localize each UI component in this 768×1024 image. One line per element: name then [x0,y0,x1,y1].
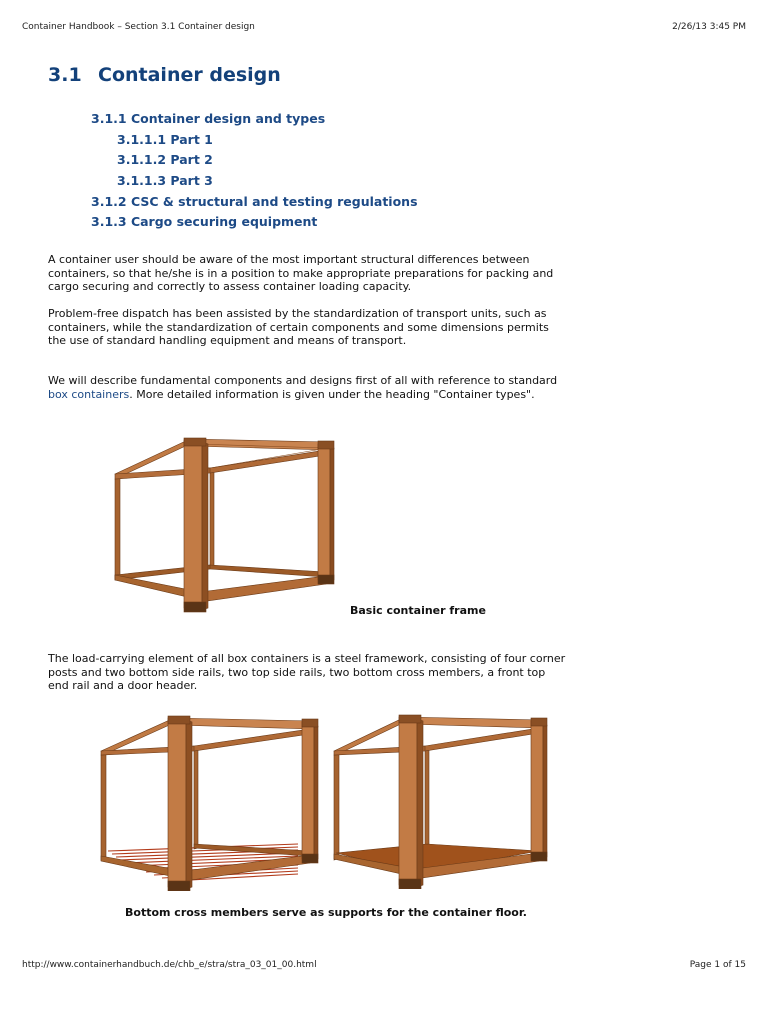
toc-link-3-1-3[interactable]: 3.1.3 Cargo securing equipment [91,214,318,230]
toc-item-3-1-3 [91,211,418,232]
print-footer-page: Page 1 of 15 [689,960,746,970]
toc-link-3-1-1-2[interactable]: 3.1.1.2 Part 2 [117,152,213,168]
toc-link-3-1-1-1[interactable]: 3.1.1.1 Part 1 [117,131,213,147]
paragraph-fundamental-components [48,374,568,401]
print-footer [22,960,746,974]
paragraph-text-before-link: We will describe fundamental components and designs first of all with reference to standard [48,374,558,387]
toc-item-3-1-1-2 [91,149,418,170]
toc-item-3-1-1 [91,108,418,129]
paragraph-text-after-link: . More detailed information is given under the heading "Container types". [129,387,535,401]
paragraph-load-carrying-element: The load-carrying element of all box containers is a steel framework, consisting of four corner posts and two bottom side rails, two top side rails, two bottom cross members, a front top end rail and a door header. [48,652,566,693]
toc-item-3-1-2 [91,191,418,212]
caption-bottom-cross-members: Bottom cross members serve as supports for the container floor. [125,906,527,919]
page-title-text: Container design [98,64,281,86]
caption-basic-container-frame: Basic container frame [350,604,486,617]
toc-link-3-1-1-3[interactable]: 3.1.1.3 Part 3 [117,173,213,189]
container-frame-with-floor-image [331,713,549,889]
print-header-date: 2/26/13 3:45 PM [672,22,746,32]
toc-item-3-1-1-1 [91,129,418,150]
table-of-contents [91,108,418,232]
paragraph-standardization: Problem-free dispatch has been assisted by the standardization of transport units, such as containers, while the standardization of certain components and some dimensions permits the use of standard handling equipment and means of transport. [48,307,549,348]
container-frame-cross-members-image [98,713,320,891]
toc-link-3-1-1[interactable]: 3.1.1 Container design and types [91,111,326,126]
page-title-number: 3.1 [48,64,82,86]
page-title [48,64,281,86]
basic-container-frame-image [112,432,338,614]
box-containers-link[interactable]: box containers [48,387,130,401]
toc-item-3-1-1-3 [91,170,418,191]
paragraph-structural-differences: A container user should be aware of the most important structural differences between containers, so that he/she is in a position to make appropriate preparations for packing and cargo securing and correctly to assess container loading capacity. [48,253,554,294]
toc-link-3-1-2[interactable]: 3.1.2 CSC & structural and testing regulations [91,193,418,209]
print-header [22,22,746,36]
print-footer-url: http://www.containerhandbuch.de/chb_e/stra/stra_03_01_00.html [22,960,317,970]
print-header-title: Container Handbook – Section 3.1 Container design [22,22,255,32]
